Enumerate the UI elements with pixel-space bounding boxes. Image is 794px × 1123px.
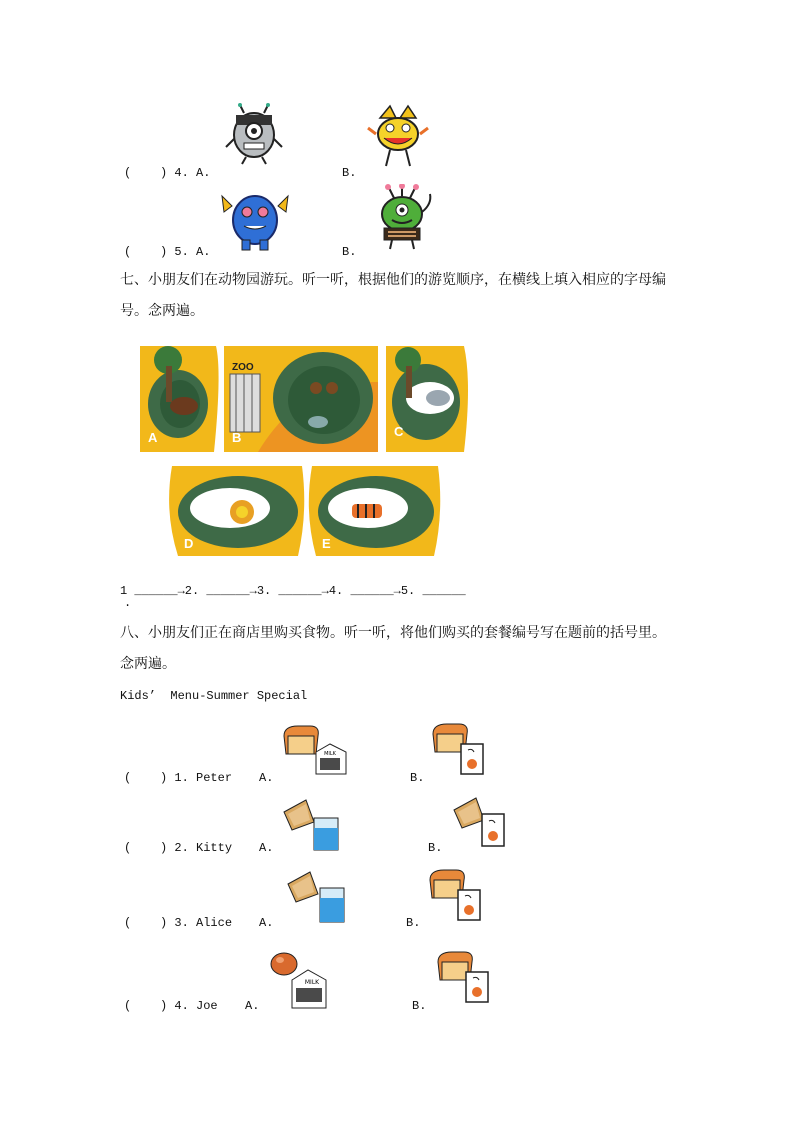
zoo-area-d-lion	[169, 466, 304, 556]
zoo-area-c-elephant	[386, 346, 468, 452]
menu-question-1-label: ( ) 1. Peter	[124, 771, 233, 785]
menu-question-1-option-a: A.	[259, 771, 274, 785]
menu-question-3-option-b: B.	[406, 916, 421, 930]
egg-milk-image-q4a	[268, 950, 338, 1012]
monster-image-5b	[368, 184, 436, 250]
svg-text:D: D	[184, 536, 194, 551]
menu-question-1-option-b: B.	[410, 771, 425, 785]
menu-question-4-option-a: A.	[245, 999, 260, 1013]
section-7-instruction-line-1: 七、小朋友们在动物园游玩。听一听，根据他们的游览顺序，在横线上填入相应的字母编	[120, 272, 666, 288]
monster-image-5a	[220, 188, 290, 252]
bread-milk-image-q1a	[280, 722, 352, 778]
section-7-instruction-line-2: 号。念两遍。	[120, 303, 204, 319]
zoo-area-e-tiger	[309, 466, 440, 556]
menu-question-2-label: ( ) 2. Kitty	[124, 841, 233, 855]
bread-juice-image-q1b	[431, 722, 491, 778]
svg-text:MILK: MILK	[324, 751, 336, 757]
menu-question-2-option-a: A.	[259, 841, 274, 855]
sandwich-juice-image-q2b	[450, 796, 514, 850]
menu-question-4-option-b: B.	[412, 999, 427, 1013]
question-4-label: ( ) 4. A.	[124, 166, 211, 180]
bread-juice-image-q4b	[436, 950, 496, 1006]
svg-text:ZOO: ZOO	[232, 362, 254, 373]
bread-juice-image-q3b	[428, 868, 488, 924]
svg-text:C: C	[394, 424, 404, 439]
section-8-instruction-line-2: 念两遍。	[120, 656, 176, 672]
menu-question-3-option-a: A.	[259, 916, 274, 930]
menu-title: Kids’ Menu-Summer Special	[120, 689, 308, 703]
zoo-map-illustration	[138, 342, 474, 558]
svg-text:E: E	[322, 536, 331, 551]
zoo-area-b-monkeys	[224, 346, 378, 452]
menu-question-3-label: ( ) 3. Alice	[124, 916, 233, 930]
zoo-area-a-bear	[140, 346, 219, 452]
section-8-instruction-line-1: 八、小朋友们正在商店里购买食物。听一听，将他们购买的套餐编号写在题前的括号里。	[120, 625, 666, 641]
menu-question-2-option-b: B.	[428, 841, 443, 855]
svg-text:MILK: MILK	[304, 979, 320, 986]
zoo-order-answer-dot: .	[124, 596, 132, 610]
monster-image-4b	[366, 104, 430, 168]
monster-image-4a	[222, 103, 286, 165]
menu-question-4-label: ( ) 4. Joe	[124, 999, 218, 1013]
question-5-option-b: B.	[342, 245, 357, 259]
svg-text:B: B	[232, 430, 242, 445]
question-5-label: ( ) 5. A.	[124, 245, 211, 259]
sandwich-water-image-q3a	[284, 870, 348, 924]
sandwich-water-image-q2a	[280, 798, 344, 852]
svg-text:A: A	[148, 430, 158, 445]
zoo-order-answer-line: 1 ______→2. ______→3. ______→4. ______→5. ______	[120, 584, 466, 598]
question-4-option-b: B.	[342, 166, 357, 180]
